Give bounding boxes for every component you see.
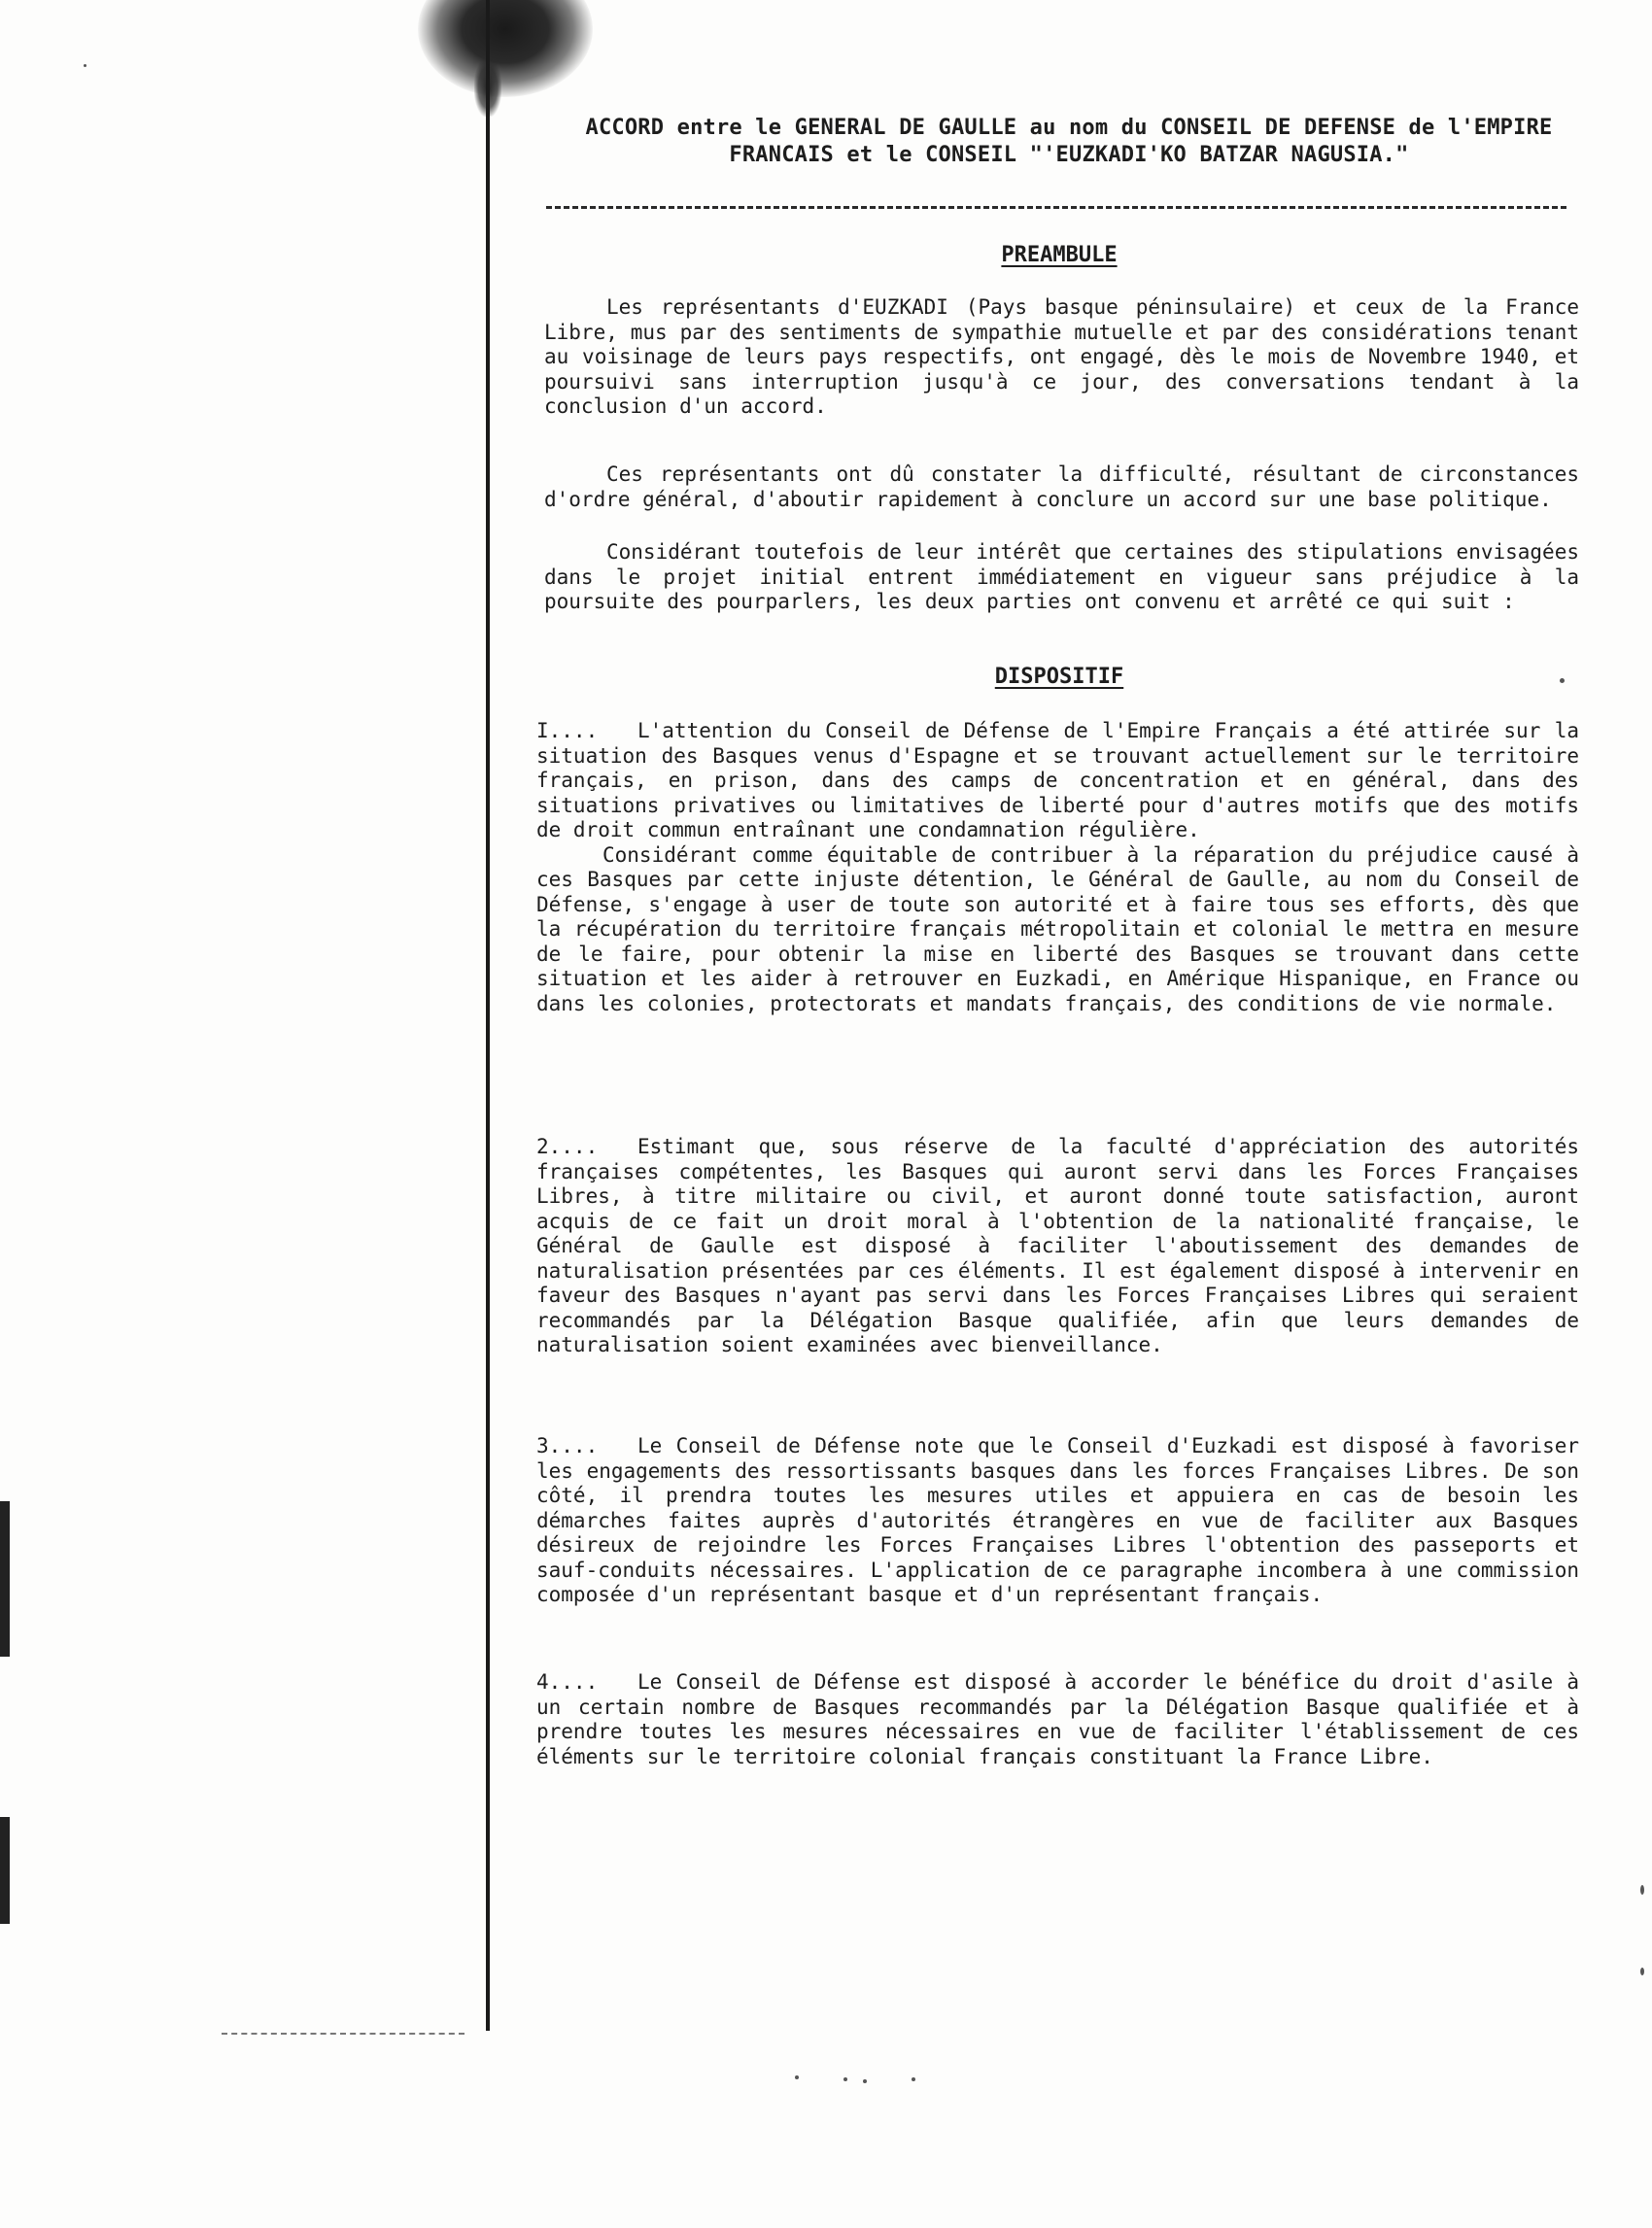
article-1 xyxy=(536,719,1579,1016)
scan-speck xyxy=(1640,1968,1644,1975)
document-title xyxy=(573,115,1565,169)
article-1-number: I.... xyxy=(536,719,599,742)
article-2-number: 2.... xyxy=(536,1135,599,1158)
scan-speck xyxy=(84,64,86,67)
article-3-text: Le Conseil de Défense note que le Conseil d'Euzkadi est disposé à favoriser les engagements des ressortissants basques dans les forces Françaises Libres. De son côté, il prendra toutes les mesures utiles et appuiera en cas de besoin les démarches faites auprès d'autorités étrangères en vue de faciliter aux Basques désireux de rejoindre les Forces Françaises Libres l'obtention des passeports et sauf-conduits nécessaires. L'application de ce paragraphe incombera à une commission composée d'un représentant basque et d'un représentant français. xyxy=(536,1434,1579,1606)
scan-edge-mark xyxy=(0,1501,10,1657)
article-1-text: L'attention du Conseil de Défense de l'Empire Français a été attirée sur la situation des Basques venus d'Espagne et se trouvant actuellement sur le territoire français, en prison, dans des camps de concentration et en général, dans des situations privatives ou limitatives de liberté pour d'autres motifs que des motifs de droit commun entraînant une condamnation régulière. xyxy=(536,719,1579,841)
ink-blot xyxy=(418,0,593,97)
preamble-paragraph-2-text: Ces représentants ont dû constater la difficulté, résultant de circonstances d'ordre général, d'aboutir rapidement à conclure un accord sur une base politique. xyxy=(544,463,1579,511)
title-line-2: FRANCAIS et le CONSEIL "'EUZKADI'KO BATZAR NAGUSIA." xyxy=(729,143,1409,167)
title-line-1: ACCORD entre le GENERAL DE GAULLE au nom du CONSEIL DE DEFENSE de l'EMPIRE xyxy=(585,116,1553,140)
article-4-number: 4.... xyxy=(536,1670,599,1694)
scan-speck xyxy=(843,2077,847,2081)
article-1-continuation: Considérant comme équitable de contribuer à la réparation du préjudice causé à ces Basques par cette injuste détention, le Général de Gaulle, au nom du Conseil de Défense, s'engage à user de toute son autorité et à faire tous ses efforts, dès que la récupération du territoire français métropolitain et colonial le mettra en mesure de le faire, pour obtenir la mise en liberté des Basques se trouvant dans cette situation et les aider à retrouver en Euzkadi, en Amérique Hispanique, en France ou dans les colonies, protectorats et mandats français, des conditions de vie normale. xyxy=(536,842,1579,1015)
dispositif-heading: DISPOSITIF xyxy=(994,665,1124,689)
article-2 xyxy=(536,1135,1579,1358)
scan-bottom-dash xyxy=(222,2033,465,2035)
scan-speck xyxy=(1640,1885,1644,1895)
preamble-paragraph-3-text: Considérant toutefois de leur intérêt que certaines des stipulations envisagées dans le projet initial entrent immédiatement en vigueur sans préjudice à la poursuite des pourparlers, les deux parties ont convenu et arrêté ce qui suit : xyxy=(544,540,1579,613)
preamble-paragraph-3 xyxy=(544,540,1579,615)
article-3 xyxy=(536,1434,1579,1608)
article-2-text: Estimant que, sous réserve de la faculté d'appréciation des autorités françaises compétentes, les Basques qui auront servi dans les Forces Françaises Libres, à titre militaire ou civil, et auront donné toute satisfaction, auront acquis de ce fait un droit moral à l'obtention de la nationalité française, le Général de Gaulle est disposé à faciliter l'aboutissement des demandes de naturalisation présentées par ces éléments. Il est également disposé à intervenir en faveur des Basques n'ayant pas servi dans les Forces Françaises Libres qui seraient recommandés par la Délégation Basque qualifiée, afin que leurs demandes de naturalisation soient examinées avec bienveillance. xyxy=(536,1135,1579,1356)
preamble-paragraph-1-text: Les représentants d'EUZKADI (Pays basque péninsulaire) et ceux de la France Libre, mus par des sentiments de sympathie mutuelle et par des considérations tenant au voisinage de leurs pays respectifs, ont engagé, dès le mois de Novembre 1940, et poursuivi sans interruption jusqu'à ce jour, des conversations tendant à la conclusion d'un accord. xyxy=(544,295,1579,418)
preamble-paragraph-2 xyxy=(544,463,1579,512)
article-4-text: Le Conseil de Défense est disposé à accorder le bénéfice du droit d'asile à un certain nombre de Basques recommandés par la Délégation Basque qualifiée et à prendre toutes les mesures nécessaires en vue de faciliter l'établissement de ces éléments sur le territoire colonial français constituant la France Libre. xyxy=(536,1670,1579,1768)
preamble-heading: PREAMBULE xyxy=(1001,243,1118,267)
title-divider xyxy=(546,206,1566,209)
scan-speck xyxy=(1560,678,1565,683)
scan-edge-mark xyxy=(0,1817,10,1924)
scan-speck xyxy=(863,2079,867,2083)
article-4 xyxy=(536,1670,1579,1769)
binding-margin-line xyxy=(486,0,490,2031)
scan-speck xyxy=(912,2077,915,2081)
scan-speck xyxy=(795,2075,799,2079)
preamble-paragraph-1 xyxy=(544,295,1579,420)
article-3-number: 3.... xyxy=(536,1434,599,1457)
